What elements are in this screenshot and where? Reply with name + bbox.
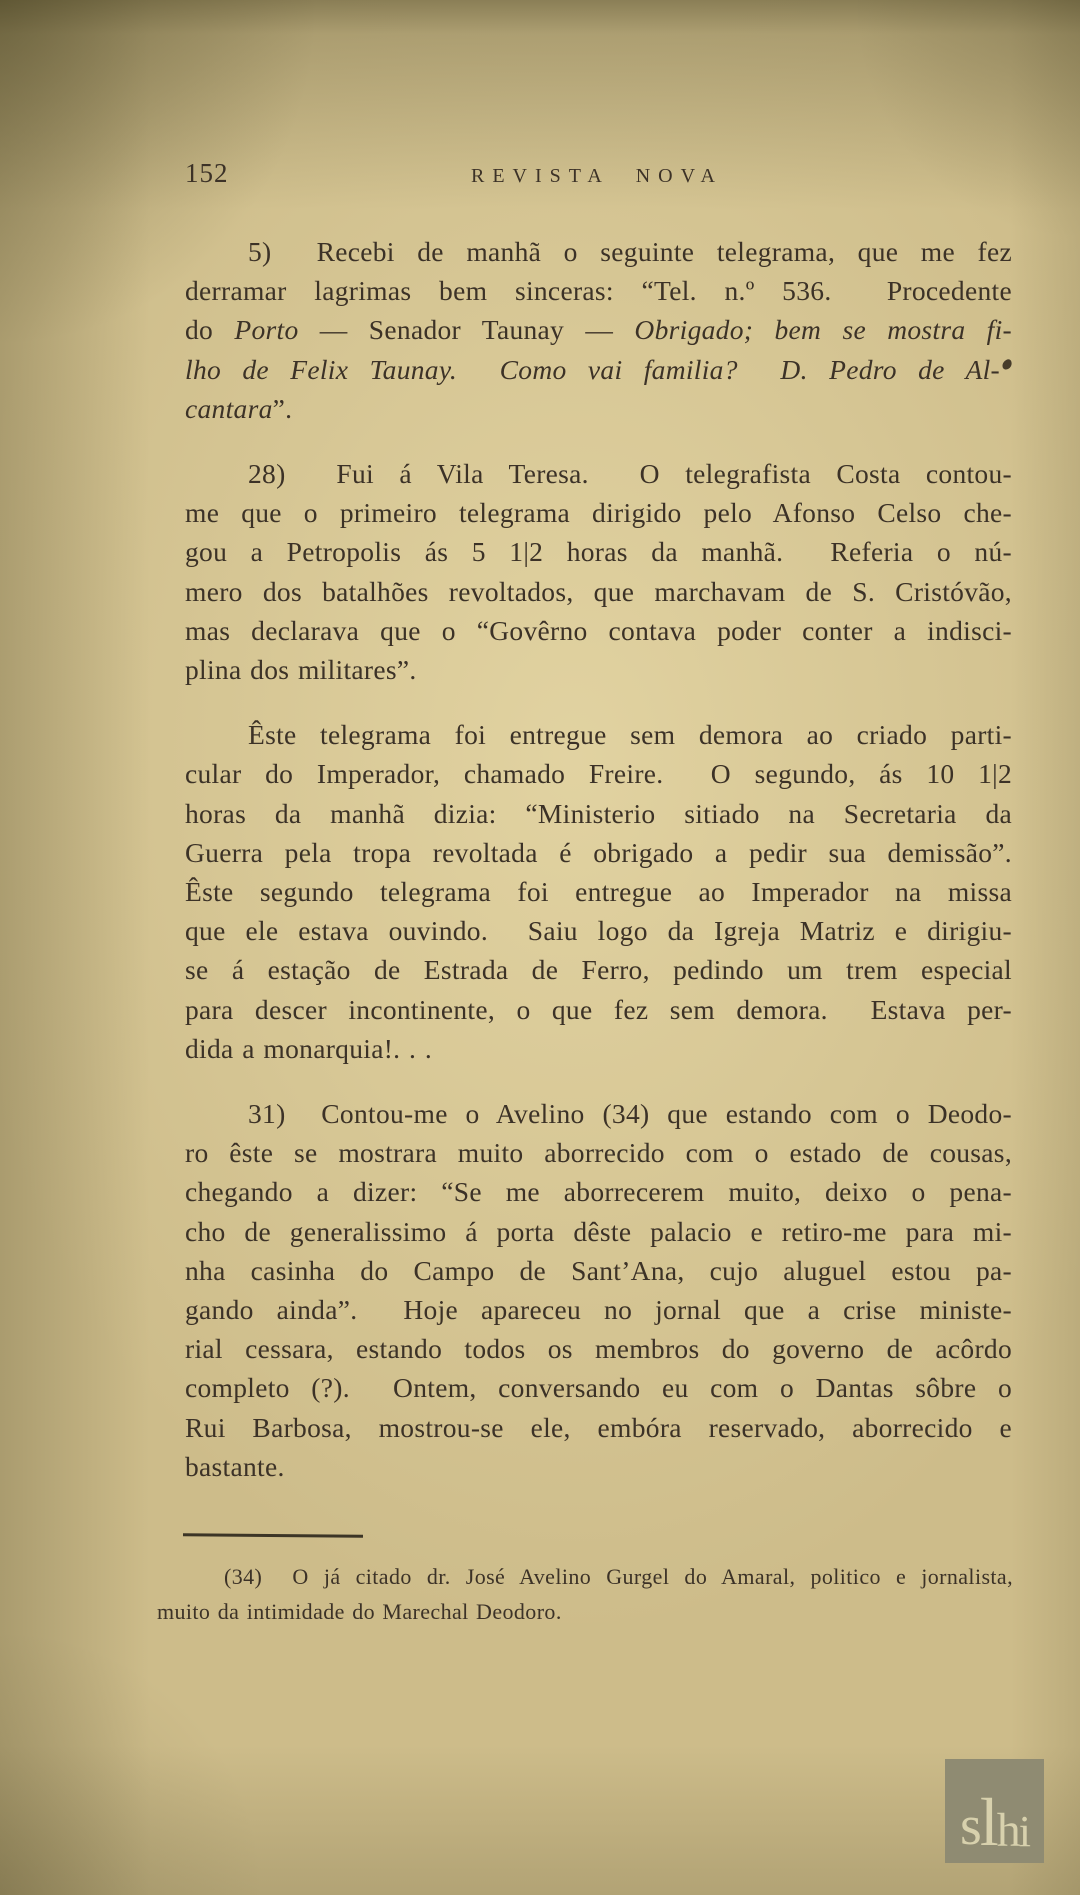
paragraph-31 <box>185 1094 1012 1486</box>
text: Êste segundo telegrama foi entregue ao Imperador na missa <box>185 876 1012 908</box>
text-line <box>185 232 1012 271</box>
text: nha casinha do Campo de Sant’Ana, cujo aluguel estou pa- <box>185 1254 1012 1286</box>
text-line <box>185 532 1012 571</box>
text-line <box>185 1212 1012 1251</box>
text-line <box>185 350 1012 389</box>
text-line <box>185 650 1012 689</box>
text: mero dos batalhões revoltados, que marchavam de S. Cristóvão, <box>185 575 1012 607</box>
text-line <box>185 950 1012 989</box>
text: Rui Barbosa, mostrou-se ele, embóra reservado, aborrecido e <box>185 1411 1012 1443</box>
text: Guerra pela tropa revoltada é obrigado a pedir sua demissão”. <box>185 836 1012 868</box>
text-line <box>185 572 1012 611</box>
text: me que o primeiro telegrama dirigido pelo Afonso Celso che- <box>185 497 1012 529</box>
text-line <box>185 1408 1012 1447</box>
text: 31) Contou-me o Avelino (34) que estando com o Deodo- <box>248 1098 1012 1130</box>
text: 28) Fui á Vila Teresa. O telegrafista Costa contou- <box>248 458 1012 490</box>
text: gou a Petropolis ás 5 1|2 horas da manhã. Referia o nú- <box>185 536 1012 568</box>
text-line <box>157 1559 1013 1594</box>
text-line <box>185 794 1012 833</box>
text: completo (?). Ontem, conversando eu com o Dantas sôbre o <box>185 1372 1012 1404</box>
text: muito da intimidade do Marechal Deodoro. <box>157 1599 562 1624</box>
paragraph-este-telegrama <box>185 715 1012 1068</box>
text: bastante. <box>185 1450 285 1482</box>
text: para descer incontinente, o que fez sem demora. Estava per- <box>185 993 1012 1025</box>
text: gando ainda”. Hoje apareceu no jornal que a crise ministe- <box>185 1294 1012 1326</box>
text-line <box>185 1133 1012 1172</box>
text: Êste telegrama foi entregue sem demora ao criado parti- <box>248 719 1012 751</box>
text: dida a monarquia!. . . <box>185 1032 433 1064</box>
watermark-letter: s <box>960 1795 980 1858</box>
text: mas declarava que o “Govêrno contava poder conter a indisci- <box>185 614 1012 646</box>
text-line <box>185 389 1012 428</box>
italic-text: Porto <box>234 314 299 346</box>
text-line <box>185 1251 1012 1290</box>
page-body <box>185 232 1012 1486</box>
text-line <box>185 1029 1012 1068</box>
text-line <box>185 611 1012 650</box>
text: plina dos militares”. <box>185 654 417 686</box>
text-line <box>185 1447 1012 1486</box>
watermark-letter: l <box>979 1783 997 1860</box>
text: horas da manhã dizia: “Ministerio sitiado na Secretaria da <box>185 797 1012 829</box>
text: (34) O já citado dr. José Avelino Gurgel do Amaral, politico e jornalista, <box>224 1564 1013 1589</box>
text: ro êste se mostrara muito aborrecido com o estado de cousas, <box>185 1137 1012 1169</box>
text: ”. <box>272 392 293 424</box>
text: derramar lagrimas bem sinceras: “Tel. n.º 536. Procedente <box>185 275 1012 307</box>
page-number: 152 <box>185 158 229 188</box>
slhi-watermark <box>945 1759 1044 1863</box>
italic-text: cantara <box>185 392 273 424</box>
paragraph-5 <box>185 232 1012 428</box>
italic-text: lho de Felix Taunay. Como vai familia? D. Pedro de Al- <box>185 353 1000 385</box>
text-line <box>185 1172 1012 1211</box>
watermark-letter: h <box>996 1803 1019 1857</box>
text: rial cessara, estando todos os membros do governo de acôrdo <box>185 1333 1012 1365</box>
journal-title: REVISTA NOVA <box>471 165 723 187</box>
text-line <box>185 493 1012 532</box>
italic-text: Obrigado; bem se mostra fi- <box>634 314 1013 346</box>
text-line <box>185 990 1012 1029</box>
text: — Senador Taunay — <box>298 314 635 346</box>
text: cho de generalissimo á porta dêste palacio e retiro-me para mi- <box>185 1215 1012 1247</box>
text-line <box>185 454 1012 493</box>
text-line <box>185 1290 1012 1329</box>
text-line <box>185 1329 1012 1368</box>
text-line <box>157 1594 1013 1629</box>
text: cular do Imperador, chamado Freire. O segundo, ás 10 1|2 <box>185 758 1012 790</box>
text-line <box>185 310 1012 349</box>
text-line <box>185 754 1012 793</box>
text: chegando a dizer: “Se me aborrecerem muito, deixo o pena- <box>185 1176 1012 1208</box>
paragraph-28 <box>185 454 1012 689</box>
text: que ele estava ouvindo. Saiu logo da Igreja Matriz e dirigiu- <box>185 915 1012 947</box>
text-line <box>185 1094 1012 1133</box>
text-line <box>185 911 1012 950</box>
text: 5) Recebi de manhã o seguinte telegrama, que me fez <box>248 236 1012 267</box>
text-line <box>185 1368 1012 1407</box>
text-line <box>185 715 1012 754</box>
text: do <box>185 314 235 346</box>
footnote <box>157 1559 1013 1629</box>
text-line <box>185 872 1012 911</box>
text-line <box>185 833 1012 872</box>
ink-smudge <box>1001 358 1013 371</box>
text-line <box>185 271 1012 310</box>
watermark-letter: i <box>1018 1806 1029 1856</box>
text: se á estação de Estrada de Ferro, pedindo um trem especial <box>185 954 1012 986</box>
footnote-rule <box>183 1533 363 1538</box>
